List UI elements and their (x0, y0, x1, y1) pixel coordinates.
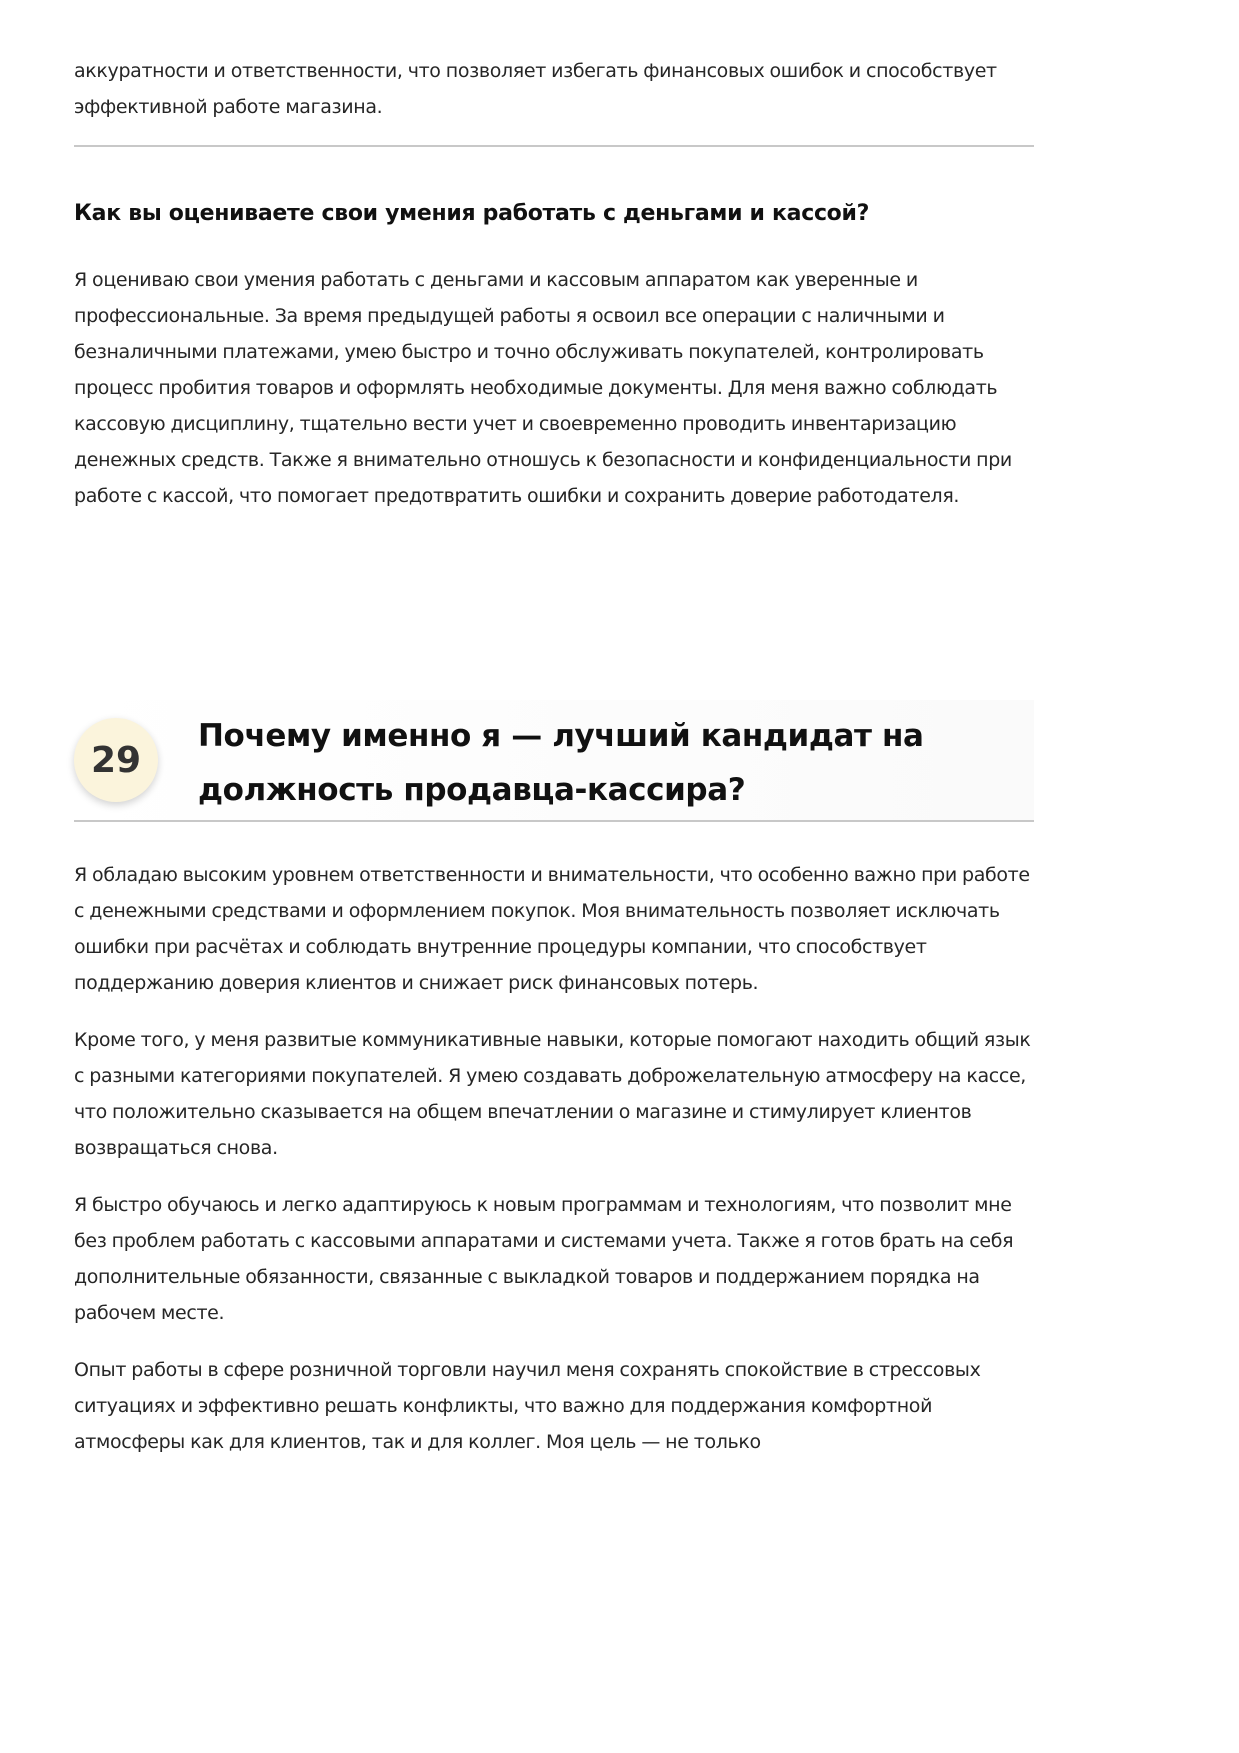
question-title: Почему именно я — лучший кандидат на должность продавца-кассира? (198, 718, 924, 808)
sub-question-title: Как вы оцениваете свои умения работать с деньгами и кассой? (74, 201, 870, 226)
sub-question-answer: Я оцениваю свои умения работать с деньгами и кассовым аппаратом как уверенные и профессиональные. За время предыдущей работы я освоил все операции с наличными и безналичными платежами, умею быстро и точно обслуживать покупателей, контролировать процесс пробития товаров и оформлять необходимые документы. Для меня важно соблюдать кассовую дисциплину, тщательно вести учет и своевременно проводить инвентаризацию денежных средств. Также я внимательно отношусь к безопасности и конфиденциальности при работе с кассой, что помогает предотвратить ошибки и сохранить доверие работодателя. (74, 269, 1012, 507)
answer-body (74, 857, 1034, 1481)
answer-paragraph-3: Я быстро обучаюсь и легко адаптируюсь к новым программам и технологиям, что позволит мне без проблем работать с кассовыми аппаратами и системами учета. Также я готов брать на себя дополнительные обязанности, связанные с выкладкой товаров и поддержанием порядка на рабочем месте. (74, 1194, 1014, 1324)
question-divider (74, 820, 1034, 822)
section-divider (74, 145, 1034, 147)
intro-paragraph: аккуратности и ответственности, что позволяет избегать финансовых ошибок и способствует эффективной работе магазина. (74, 60, 997, 118)
question-header (74, 700, 1034, 822)
answer-paragraph-2: Кроме того, у меня развитые коммуникативные навыки, которые помогают находить общий язык с разными категориями покупателей. Я умею создавать доброжелательную атмосферу на кассе, что положительно сказывается на общем впечатлении о магазине и стимулирует клиентов возвращаться снова. (74, 1029, 1031, 1159)
question-number-badge: 29 (74, 718, 158, 802)
answer-paragraph-1: Я обладаю высоким уровнем ответственности и внимательности, что особенно важно при работе с денежными средствами и оформлением покупок. Моя внимательность позволяет исключать ошибки при расчётах и соблюдать внутренние процедуры компании, что способствует поддержанию доверия клиентов и снижает риск финансовых потерь. (74, 864, 1030, 994)
answer-paragraph-4: Опыт работы в сфере розничной торговли научил меня сохранять спокойствие в стрессовых ситуациях и эффективно решать конфликты, что важно для поддержания комфортной атмосферы как для клиентов, так и для коллег. Моя цель — не только (74, 1359, 981, 1453)
